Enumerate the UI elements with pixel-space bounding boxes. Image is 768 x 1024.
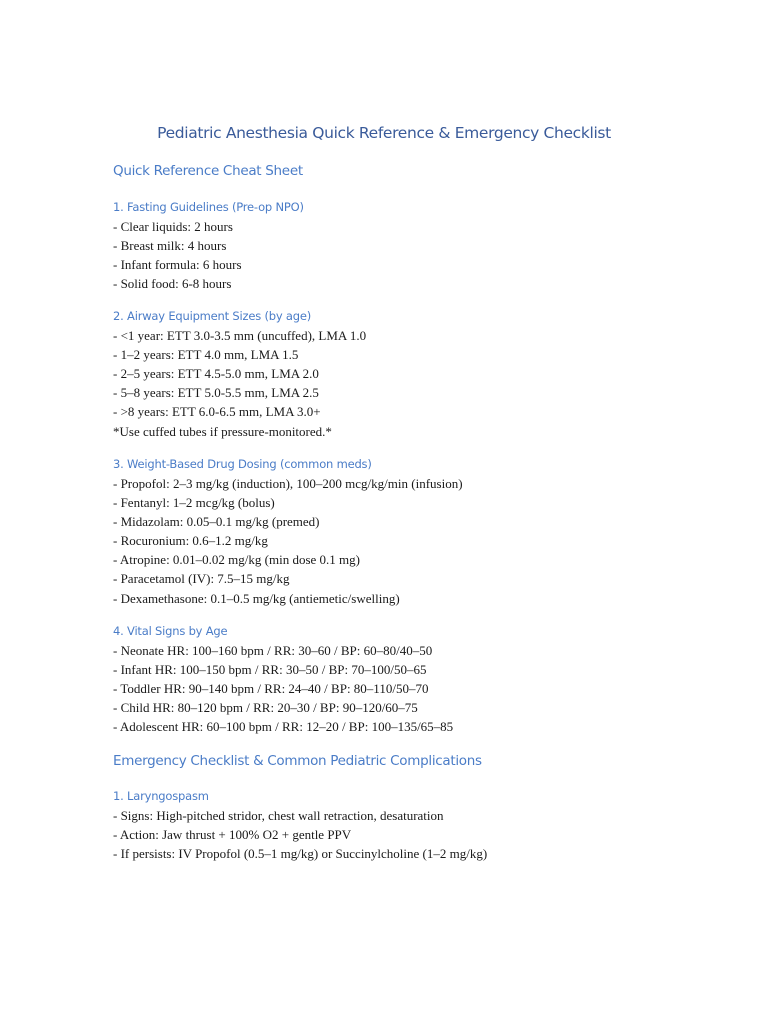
vitals-line: - Adolescent HR: 60–100 bpm / RR: 12–20 / BP: 100–135/65–85 xyxy=(113,719,454,734)
airway-line: - 1–2 years: ETT 4.0 mm, LMA 1.5 xyxy=(113,347,299,362)
document-title: Pediatric Anesthesia Quick Reference & Emergency Checklist xyxy=(157,124,611,142)
vitals-line: - Infant HR: 100–150 bpm / RR: 30–50 / BP: 70–100/50–65 xyxy=(113,662,427,677)
airway-note: *Use cuffed tubes if pressure-monitored.* xyxy=(113,424,332,439)
dosing-line: - Midazolam: 0.05–0.1 mg/kg (premed) xyxy=(113,514,320,529)
subsection-heading-laryngospasm: 1. Laryngospasm xyxy=(113,789,209,803)
section-heading-emergency-checklist: Emergency Checklist & Common Pediatric Complications xyxy=(113,753,482,769)
fasting-line: - Breast milk: 4 hours xyxy=(113,238,227,253)
fasting-line: - Solid food: 6-8 hours xyxy=(113,276,232,291)
dosing-line: - Rocuronium: 0.6–1.2 mg/kg xyxy=(113,533,268,548)
dosing-line: - Dexamethasone: 0.1–0.5 mg/kg (antiemetic/swelling) xyxy=(113,591,400,606)
vitals-line: - Child HR: 80–120 bpm / RR: 20–30 / BP: 90–120/60–75 xyxy=(113,700,418,715)
airway-line: - <1 year: ETT 3.0-3.5 mm (uncuffed), LMA 1.0 xyxy=(113,328,367,343)
laryngospasm-line: - If persists: IV Propofol (0.5–1 mg/kg) or Succinylcholine (1–2 mg/kg) xyxy=(113,846,488,861)
subsection-heading-airway: 2. Airway Equipment Sizes (by age) xyxy=(113,309,312,323)
laryngospasm-line: - Signs: High-pitched stridor, chest wall retraction, desaturation xyxy=(113,808,444,823)
vitals-line: - Neonate HR: 100–160 bpm / RR: 30–60 / BP: 60–80/40–50 xyxy=(113,643,433,658)
fasting-line: - Infant formula: 6 hours xyxy=(113,257,242,272)
vitals-line: - Toddler HR: 90–140 bpm / RR: 24–40 / BP: 80–110/50–70 xyxy=(113,681,429,696)
dosing-line: - Atropine: 0.01–0.02 mg/kg (min dose 0.1 mg) xyxy=(113,552,360,567)
section-heading-quick-reference: Quick Reference Cheat Sheet xyxy=(113,163,303,179)
airway-line: - >8 years: ETT 6.0-6.5 mm, LMA 3.0+ xyxy=(113,404,321,419)
dosing-line: - Propofol: 2–3 mg/kg (induction), 100–200 mcg/kg/min (infusion) xyxy=(113,476,463,491)
airway-line: - 5–8 years: ETT 5.0-5.5 mm, LMA 2.5 xyxy=(113,385,319,400)
dosing-line: - Paracetamol (IV): 7.5–15 mg/kg xyxy=(113,571,290,586)
subsection-heading-vital-signs: 4. Vital Signs by Age xyxy=(113,624,228,638)
fasting-line: - Clear liquids: 2 hours xyxy=(113,219,233,234)
airway-line: - 2–5 years: ETT 4.5-5.0 mm, LMA 2.0 xyxy=(113,366,319,381)
laryngospasm-line: - Action: Jaw thrust + 100% O2 + gentle PPV xyxy=(113,827,352,842)
subsection-heading-fasting: 1. Fasting Guidelines (Pre-op NPO) xyxy=(113,200,304,214)
dosing-line: - Fentanyl: 1–2 mcg/kg (bolus) xyxy=(113,495,275,510)
subsection-heading-drug-dosing: 3. Weight-Based Drug Dosing (common meds) xyxy=(113,457,372,471)
